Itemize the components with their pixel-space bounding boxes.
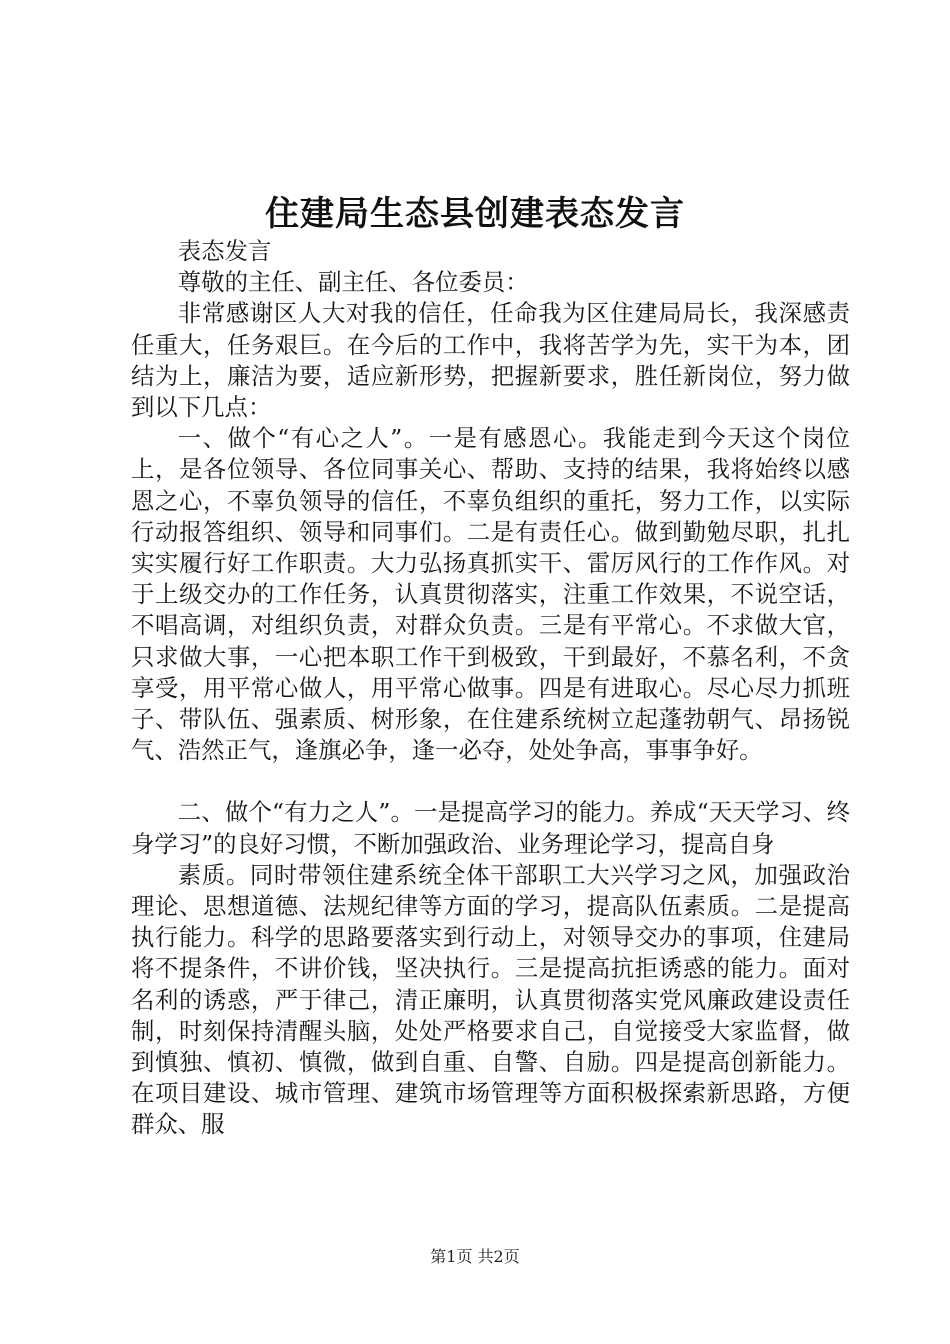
paragraph-intro: 非常感谢区人大对我的信任，任命我为区住建局局长，我深感责任重大，任务艰巨。在今后的工作中，我将苦学为先，实干为本，团结为上，廉洁为要，适应新形势，把握新要求，胜任新岗位，努力做到以下几点： [131, 299, 850, 422]
paragraph-section-two: 二、做个“有力之人”。一是提高学习的能力。养成“天天学习、终身学习”的良好习惯，不断加强政治、业务理论学习，提高自身 [131, 798, 850, 858]
page-number: 第1页 共2页 [430, 1247, 520, 1266]
document-body [131, 236, 850, 1141]
document-title: 住建局生态县创建表态发言 [265, 194, 685, 234]
paragraph-salutation: 尊敬的主任、副主任、各位委员： [177, 268, 529, 297]
paragraph-section-two-continued: 素质。同时带领住建系统全体干部职工大兴学习之风，加强政治理论、思想道德、法规纪律等方面的学习，提高队伍素质。二是提高执行能力。科学的思路要落实到行动上，对领导交办的事项，住建局将不提条件，不讲价钱，坚决执行。三是提高抗拒诱惑的能力。面对名利的诱惑，严于律己，清正廉明，认真贯彻落实党风廉政建设责任制，时刻保持清醒头脑，处处严格要求自己，自觉接受大家监督，做到慎独、慎初、慎微，做到自重、自警、自励。四是提高创新能力。在项目建设、城市管理、建筑市场管理等方面积极探索新思路，方便群众、服 [131, 860, 850, 1139]
paragraph-section-one: 一、做个“有心之人”。一是有感恩心。我能走到今天这个岗位上，是各位领导、各位同事关心、帮助、支持的结果，我将始终以感恩之心，不辜负领导的信任，不辜负组织的重托，努力工作，以实际行动报答组织、领导和同事们。二是有责任心。做到勤勉尽职，扎扎实实履行好工作职责。大力弘扬真抓实干、雷厉风行的工作作风。对于上级交办的工作任务，认真贯彻落实，注重工作效果，不说空话，不唱高调，对组织负责，对群众负责。三是有平常心。不求做大官，只求做大事，一心把本职工作干到极致，干到最好，不慕名利，不贪享受，用平常心做人，用平常心做事。四是有进取心。尽心尽力抓班子、带队伍、强素质、树形象，在住建系统树立起蓬勃朝气、昂扬锐气、浩然正气，逢旗必争，逢一必夺，处处争高，事事争好。 [131, 424, 850, 765]
paragraph-heading: 表态发言 [177, 237, 272, 265]
